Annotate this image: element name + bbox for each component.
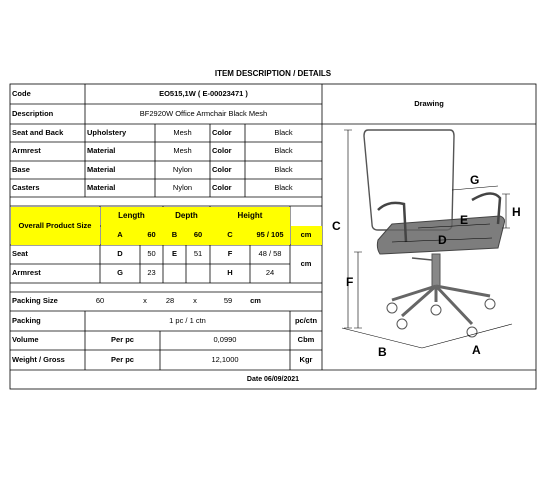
material-color-label: Color bbox=[212, 127, 232, 137]
seat-f-letter: F bbox=[227, 249, 233, 259]
material-value: Mesh bbox=[173, 146, 192, 156]
chair-drawing bbox=[322, 124, 536, 370]
description-value: BF2920W Office Armchair Black Mesh bbox=[139, 108, 268, 118]
volume-unit: Cbm bbox=[297, 335, 315, 345]
overall-unit: cm bbox=[300, 230, 312, 240]
packing-value: 1 pc / 1 ctn bbox=[169, 315, 206, 325]
packing-size-x2: x bbox=[193, 296, 197, 306]
length-header: Length bbox=[118, 210, 145, 220]
letter-e: E bbox=[460, 213, 469, 227]
dim-line-a bbox=[422, 324, 512, 348]
code-value: EO515,1W ( E-00023471 ) bbox=[159, 88, 248, 98]
letter-b: B bbox=[378, 345, 387, 359]
code-label: Code bbox=[12, 88, 31, 98]
overall-size-label: Overall Product Size bbox=[18, 220, 92, 230]
material-type-label: Upholstery bbox=[87, 127, 127, 137]
letter-a: A bbox=[472, 343, 481, 357]
material-type-label: Material bbox=[87, 182, 116, 192]
letter-c: C bbox=[332, 219, 341, 233]
description-label: Description bbox=[12, 108, 54, 118]
material-color: Black bbox=[274, 164, 293, 174]
material-value: Nylon bbox=[172, 182, 193, 192]
packing-unit: pc/ctn bbox=[294, 315, 318, 325]
overall-c-letter: C bbox=[227, 230, 233, 240]
seat-label: Seat bbox=[12, 249, 28, 259]
material-part: Armrest bbox=[12, 146, 41, 156]
volume-per: Per pc bbox=[111, 335, 134, 345]
seat-d-value: 50 bbox=[147, 249, 156, 259]
material-color-label: Color bbox=[212, 164, 232, 174]
material-value: Nylon bbox=[172, 164, 193, 174]
overall-b-letter: B bbox=[171, 230, 178, 240]
material-type-label: Material bbox=[87, 164, 116, 174]
drawing-label: Drawing bbox=[414, 98, 444, 108]
overall-c-value: 95 / 105 bbox=[256, 230, 284, 240]
material-part: Seat and Back bbox=[12, 127, 64, 137]
letter-h: H bbox=[512, 205, 521, 219]
material-color: Black bbox=[274, 146, 293, 156]
packing-label: Packing bbox=[12, 315, 41, 325]
volume-value: 0,0990 bbox=[213, 335, 237, 345]
armrest-h-value: 24 bbox=[265, 268, 275, 278]
chair-caster bbox=[387, 303, 397, 313]
letter-g: G bbox=[470, 173, 480, 187]
packing-size-label: Packing Size bbox=[12, 296, 58, 306]
overall-a-letter: A bbox=[117, 230, 123, 240]
material-color-label: Color bbox=[212, 146, 232, 156]
volume-label: Volume bbox=[12, 335, 39, 345]
armrest-label: Armrest bbox=[12, 268, 41, 278]
letter-f: F bbox=[346, 275, 354, 289]
sheet-title: ITEM DESCRIPTION / DETAILS bbox=[214, 69, 332, 78]
seat-f-value: 48 / 58 bbox=[258, 249, 282, 259]
packing-size-v1: 60 bbox=[95, 296, 105, 306]
dim-line-f bbox=[354, 252, 362, 328]
packing-size-x1: x bbox=[143, 296, 147, 306]
weight-unit: Kgr bbox=[299, 354, 313, 364]
weight-label: Weight / Gross bbox=[12, 354, 65, 364]
armrest-g-letter: G bbox=[117, 268, 123, 278]
material-part: Casters bbox=[12, 182, 40, 192]
weight-per: Per pc bbox=[111, 354, 134, 364]
depth-header: Depth bbox=[175, 210, 198, 220]
packing-size-unit: cm bbox=[250, 296, 261, 306]
chair-gas-lift bbox=[432, 254, 440, 286]
packing-size-v2: 28 bbox=[165, 296, 175, 306]
chair-base bbox=[392, 286, 490, 324]
chair-tilt-lever bbox=[412, 258, 432, 260]
seat-armrest-unit: cm bbox=[300, 258, 312, 268]
packing-size-v3: 59 bbox=[223, 296, 233, 306]
overall-b-value: 60 bbox=[193, 230, 203, 240]
material-part: Base bbox=[12, 164, 30, 174]
material-color: Black bbox=[274, 182, 293, 192]
weight-value: 12,1000 bbox=[211, 354, 239, 364]
chair-backrest bbox=[364, 130, 454, 230]
seat-e-value: 51 bbox=[193, 249, 203, 259]
dim-line-c bbox=[344, 130, 352, 328]
seat-e-letter: E bbox=[171, 249, 177, 259]
armrest-h-letter: H bbox=[227, 268, 233, 278]
armrest-g-value: 23 bbox=[147, 268, 156, 278]
date-text: Date 06/09/2021 bbox=[246, 375, 300, 383]
letter-d: D bbox=[438, 233, 447, 247]
material-color: Black bbox=[274, 127, 293, 137]
overall-a-value: 60 bbox=[147, 230, 156, 240]
chair-caster bbox=[397, 319, 407, 329]
material-type-label: Material bbox=[87, 146, 116, 156]
material-value: Mesh bbox=[173, 127, 192, 137]
chair-caster bbox=[485, 299, 495, 309]
height-header: Height bbox=[237, 210, 263, 220]
chair-caster bbox=[431, 305, 441, 315]
material-color-label: Color bbox=[212, 182, 232, 192]
seat-d-letter: D bbox=[117, 249, 123, 259]
